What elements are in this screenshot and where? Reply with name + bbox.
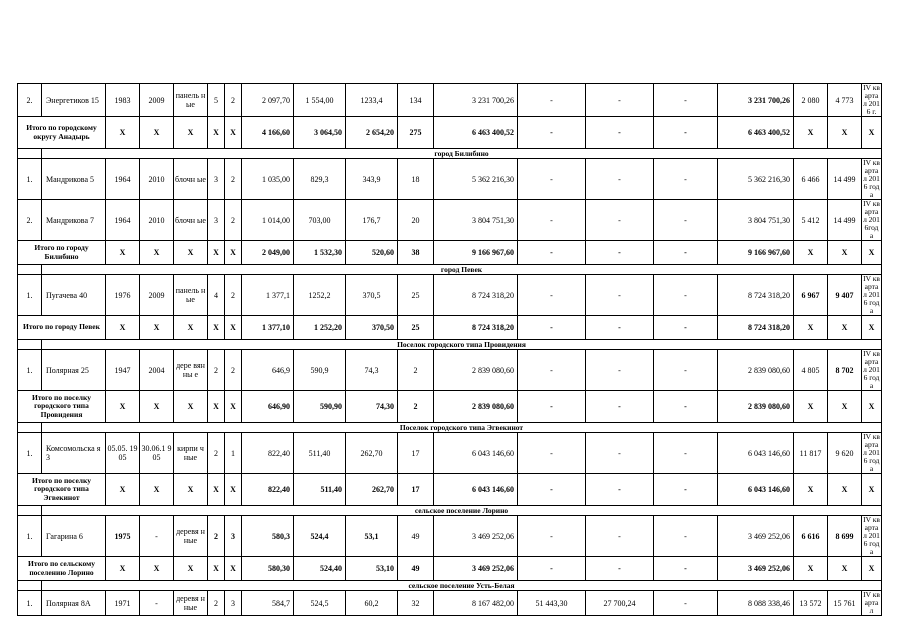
fund-3-cell: - bbox=[654, 557, 718, 581]
x-mark-cell: X bbox=[174, 557, 208, 581]
row-number-cell: 1. bbox=[18, 591, 42, 616]
address-cell: Полярная 8А bbox=[42, 591, 106, 616]
quarter-cell: X bbox=[862, 557, 882, 581]
x-mark-cell: X bbox=[208, 117, 225, 149]
section-header-row bbox=[18, 423, 882, 433]
fund-2-cell: - bbox=[586, 316, 654, 340]
house-row bbox=[18, 200, 882, 241]
year-built-cell: 1976 bbox=[106, 275, 140, 316]
fund-2-cell: - bbox=[586, 241, 654, 265]
floors-cell: 5 bbox=[208, 84, 225, 117]
total-area-cell: 1 035,00 bbox=[242, 159, 294, 200]
specific-cost-1-cell: 2 080 bbox=[794, 84, 828, 117]
specific-cost-1-cell: 4 805 bbox=[794, 350, 828, 391]
fund-1-cell: - bbox=[518, 391, 586, 423]
floors-cell: 2 bbox=[208, 350, 225, 391]
wall-material-cell: дере вянны е bbox=[174, 350, 208, 391]
specific-cost-2-cell: X bbox=[828, 117, 862, 149]
fund-3-cell: - bbox=[654, 117, 718, 149]
wall-material-cell: деревя нные bbox=[174, 591, 208, 616]
subtotal-row bbox=[18, 241, 882, 265]
row-number-cell: 1. bbox=[18, 275, 42, 316]
specific-cost-1-cell: X bbox=[794, 557, 828, 581]
quarter-cell: IV квартал 2016 года bbox=[863, 432, 880, 473]
area-a-cell: 590,9 bbox=[294, 350, 346, 391]
entrances-cell: 3 bbox=[225, 591, 242, 616]
specific-cost-2-cell: X bbox=[828, 474, 862, 506]
subtotal-row bbox=[18, 391, 882, 423]
fund-2-cell: - bbox=[586, 84, 654, 117]
fund-1-cell: - bbox=[518, 316, 586, 340]
wall-material-cell: кирпи чные bbox=[174, 433, 208, 474]
people-cell: 49 bbox=[398, 557, 434, 581]
section-title: город Билибино bbox=[42, 149, 882, 159]
fund-3-cell: - bbox=[654, 241, 718, 265]
total-area-cell: 822,40 bbox=[242, 433, 294, 474]
area-b-cell: 53,10 bbox=[346, 557, 398, 581]
cost-cell: 2 839 080,60 bbox=[434, 391, 518, 423]
area-a-cell: 511,40 bbox=[294, 433, 346, 474]
people-cell: 2 bbox=[398, 391, 434, 423]
fund-4-cell: 3 469 252,06 bbox=[718, 516, 794, 557]
specific-cost-1-cell: X bbox=[794, 391, 828, 423]
specific-cost-2-cell: X bbox=[828, 391, 862, 423]
area-a-cell: 511,40 bbox=[294, 474, 346, 506]
section-header-row bbox=[18, 149, 882, 159]
year-built-cell: 05.05. 1905 bbox=[106, 433, 140, 474]
total-area-cell: 1 377,1 bbox=[242, 275, 294, 316]
x-mark-cell: X bbox=[140, 391, 174, 423]
x-mark-cell: X bbox=[208, 391, 225, 423]
quarter-cell: IV квартал bbox=[863, 590, 880, 615]
fund-2-cell: 27 700,24 bbox=[586, 591, 654, 616]
specific-cost-2-cell: 8 699 bbox=[828, 516, 862, 557]
fund-4-cell: 3 469 252,06 bbox=[718, 557, 794, 581]
x-mark-cell: X bbox=[208, 241, 225, 265]
cost-cell: 2 839 080,60 bbox=[434, 350, 518, 391]
people-cell: 18 bbox=[398, 159, 434, 200]
people-cell: 20 bbox=[398, 200, 434, 241]
specific-cost-2-cell: X bbox=[828, 241, 862, 265]
wall-material-cell: панель ные bbox=[174, 84, 208, 117]
people-cell: 2 bbox=[398, 350, 434, 391]
fund-1-cell: - bbox=[518, 84, 586, 117]
fund-3-cell: - bbox=[654, 159, 718, 200]
floors-cell: 2 bbox=[208, 433, 225, 474]
x-mark-cell: X bbox=[174, 241, 208, 265]
entrances-cell: 2 bbox=[225, 275, 242, 316]
fund-2-cell: - bbox=[586, 474, 654, 506]
cost-cell: 8 724 318,20 bbox=[434, 316, 518, 340]
fund-1-cell: - bbox=[518, 516, 586, 557]
floors-cell: 3 bbox=[208, 159, 225, 200]
total-area-cell: 580,3 bbox=[242, 516, 294, 557]
subtotal-label: Итого по поселку городского типа Эгвекинот bbox=[18, 474, 106, 506]
section-header-row bbox=[18, 340, 882, 350]
total-area-cell: 822,40 bbox=[242, 474, 294, 506]
year-repair-cell: 2009 bbox=[140, 275, 174, 316]
x-mark-cell: X bbox=[174, 391, 208, 423]
area-b-cell: 74,30 bbox=[346, 391, 398, 423]
house-row bbox=[18, 275, 882, 316]
address-cell: Мандрикова 5 bbox=[42, 159, 106, 200]
total-area-cell: 1 377,10 bbox=[242, 316, 294, 340]
fund-1-cell: - bbox=[518, 241, 586, 265]
section-title: Поселок городского типа Эгвекинот bbox=[42, 423, 882, 433]
fund-2-cell: - bbox=[586, 557, 654, 581]
x-mark-cell: X bbox=[140, 316, 174, 340]
area-b-cell: 370,50 bbox=[346, 316, 398, 340]
area-a-cell: 1 532,30 bbox=[294, 241, 346, 265]
house-row bbox=[18, 516, 882, 557]
quarter-cell: IV квартал 2016 года bbox=[863, 274, 880, 315]
year-built-cell: 1947 bbox=[106, 350, 140, 391]
section-blank-cell bbox=[18, 581, 42, 591]
x-mark-cell: X bbox=[106, 316, 140, 340]
specific-cost-1-cell: 6 616 bbox=[794, 516, 828, 557]
x-mark-cell: X bbox=[225, 316, 242, 340]
subtotal-row bbox=[18, 557, 882, 581]
quarter-cell: X bbox=[862, 474, 882, 506]
x-mark-cell: X bbox=[106, 474, 140, 506]
total-area-cell: 580,30 bbox=[242, 557, 294, 581]
x-mark-cell: X bbox=[140, 241, 174, 265]
fund-2-cell: - bbox=[586, 433, 654, 474]
year-repair-cell: 2010 bbox=[140, 200, 174, 241]
house-row bbox=[18, 84, 882, 117]
area-a-cell: 3 064,50 bbox=[294, 117, 346, 149]
area-b-cell: 343,9 bbox=[346, 159, 398, 200]
area-a-cell: 1 252,20 bbox=[294, 316, 346, 340]
year-repair-cell: 2009 bbox=[140, 84, 174, 117]
area-a-cell: 1 554,00 bbox=[294, 84, 346, 117]
row-number-cell: 1. bbox=[18, 433, 42, 474]
section-title: Поселок городского типа Провидения bbox=[42, 340, 882, 350]
fund-1-cell: - bbox=[518, 350, 586, 391]
subtotal-label: Итого по поселку городского типа Провидения bbox=[18, 391, 106, 423]
section-title: город Певек bbox=[42, 265, 882, 275]
area-b-cell: 53,1 bbox=[346, 516, 398, 557]
specific-cost-1-cell: X bbox=[794, 474, 828, 506]
people-cell: 32 bbox=[398, 591, 434, 616]
fund-2-cell: - bbox=[586, 391, 654, 423]
specific-cost-2-cell: 9 620 bbox=[828, 433, 862, 474]
x-mark-cell: X bbox=[140, 117, 174, 149]
house-row bbox=[18, 433, 882, 474]
fund-3-cell: - bbox=[654, 84, 718, 117]
area-b-cell: 520,60 bbox=[346, 241, 398, 265]
quarter-cell: IV квартал 2016 года bbox=[863, 158, 880, 199]
x-mark-cell: X bbox=[106, 117, 140, 149]
fund-1-cell: - bbox=[518, 433, 586, 474]
quarter-cell: IV квартал 2016 года bbox=[863, 515, 880, 556]
floors-cell: 4 bbox=[208, 275, 225, 316]
year-repair-cell: - bbox=[140, 591, 174, 616]
x-mark-cell: X bbox=[140, 557, 174, 581]
x-mark-cell: X bbox=[174, 117, 208, 149]
cost-cell: 3 804 751,30 bbox=[434, 200, 518, 241]
fund-1-cell: - bbox=[518, 159, 586, 200]
fund-3-cell: - bbox=[654, 316, 718, 340]
row-number-cell: 2. bbox=[18, 200, 42, 241]
specific-cost-2-cell: X bbox=[828, 557, 862, 581]
row-number-cell: 1. bbox=[18, 516, 42, 557]
specific-cost-1-cell: X bbox=[794, 316, 828, 340]
housing-register-table bbox=[17, 83, 882, 616]
fund-3-cell: - bbox=[654, 591, 718, 616]
section-blank-cell bbox=[18, 506, 42, 516]
fund-2-cell: - bbox=[586, 516, 654, 557]
row-number-cell: 1. bbox=[18, 350, 42, 391]
specific-cost-1-cell: 13 572 bbox=[794, 591, 828, 616]
year-built-cell: 1971 bbox=[106, 591, 140, 616]
people-cell: 17 bbox=[398, 433, 434, 474]
year-repair-cell: - bbox=[140, 516, 174, 557]
entrances-cell: 1 bbox=[225, 433, 242, 474]
specific-cost-1-cell: 6 967 bbox=[794, 275, 828, 316]
quarter-cell: X bbox=[862, 316, 882, 340]
people-cell: 49 bbox=[398, 516, 434, 557]
fund-3-cell: - bbox=[654, 275, 718, 316]
fund-3-cell: - bbox=[654, 516, 718, 557]
x-mark-cell: X bbox=[140, 474, 174, 506]
fund-1-cell: - bbox=[518, 557, 586, 581]
section-header-row bbox=[18, 506, 882, 516]
section-title: сельское поселение Лорино bbox=[42, 506, 882, 516]
house-row bbox=[18, 159, 882, 200]
people-cell: 38 bbox=[398, 241, 434, 265]
total-area-cell: 646,9 bbox=[242, 350, 294, 391]
x-mark-cell: X bbox=[225, 474, 242, 506]
section-title: сельское поселение Усть-Белая bbox=[42, 581, 882, 591]
specific-cost-1-cell: X bbox=[794, 241, 828, 265]
area-b-cell: 176,7 bbox=[346, 200, 398, 241]
fund-4-cell: 3 804 751,30 bbox=[718, 200, 794, 241]
fund-3-cell: - bbox=[654, 474, 718, 506]
specific-cost-2-cell: X bbox=[828, 316, 862, 340]
fund-4-cell: 8 088 338,46 bbox=[718, 591, 794, 616]
specific-cost-2-cell: 4 773 bbox=[828, 84, 862, 117]
address-cell: Полярная 25 bbox=[42, 350, 106, 391]
cost-cell: 3 469 252,06 bbox=[434, 557, 518, 581]
wall-material-cell: блочн ые bbox=[174, 200, 208, 241]
x-mark-cell: X bbox=[225, 557, 242, 581]
cost-cell: 3 231 700,26 bbox=[434, 84, 518, 117]
fund-4-cell: 6 043 146,60 bbox=[718, 433, 794, 474]
year-repair-cell: 2010 bbox=[140, 159, 174, 200]
entrances-cell: 2 bbox=[225, 159, 242, 200]
specific-cost-2-cell: 14 499 bbox=[828, 200, 862, 241]
cost-cell: 6 043 146,60 bbox=[434, 474, 518, 506]
specific-cost-1-cell: 6 466 bbox=[794, 159, 828, 200]
fund-1-cell: - bbox=[518, 200, 586, 241]
people-cell: 134 bbox=[398, 84, 434, 117]
year-built-cell: 1964 bbox=[106, 200, 140, 241]
quarter-cell: X bbox=[862, 391, 882, 423]
specific-cost-2-cell: 8 702 bbox=[828, 350, 862, 391]
address-cell: Гагарина 6 bbox=[42, 516, 106, 557]
entrances-cell: 2 bbox=[225, 200, 242, 241]
x-mark-cell: X bbox=[106, 557, 140, 581]
fund-4-cell: 8 724 318,20 bbox=[718, 275, 794, 316]
area-a-cell: 1252,2 bbox=[294, 275, 346, 316]
people-cell: 17 bbox=[398, 474, 434, 506]
fund-4-cell: 6 463 400,52 bbox=[718, 117, 794, 149]
quarter-cell: X bbox=[862, 241, 882, 265]
cost-cell: 3 469 252,06 bbox=[434, 516, 518, 557]
year-built-cell: 1975 bbox=[106, 516, 140, 557]
section-header-row bbox=[18, 581, 882, 591]
wall-material-cell: деревя нные bbox=[174, 516, 208, 557]
cost-cell: 6 463 400,52 bbox=[434, 117, 518, 149]
fund-1-cell: 51 443,30 bbox=[518, 591, 586, 616]
section-blank-cell bbox=[18, 265, 42, 275]
fund-4-cell: 8 724 318,20 bbox=[718, 316, 794, 340]
total-area-cell: 4 166,60 bbox=[242, 117, 294, 149]
area-b-cell: 2 654,20 bbox=[346, 117, 398, 149]
fund-3-cell: - bbox=[654, 350, 718, 391]
fund-4-cell: 2 839 080,60 bbox=[718, 350, 794, 391]
area-a-cell: 703,00 bbox=[294, 200, 346, 241]
row-number-cell: 1. bbox=[18, 159, 42, 200]
area-b-cell: 1233,4 bbox=[346, 84, 398, 117]
subtotal-row bbox=[18, 474, 882, 506]
entrances-cell: 2 bbox=[225, 350, 242, 391]
house-row bbox=[18, 350, 882, 391]
x-mark-cell: X bbox=[174, 316, 208, 340]
x-mark-cell: X bbox=[174, 474, 208, 506]
cost-cell: 8 724 318,20 bbox=[434, 275, 518, 316]
section-blank-cell bbox=[18, 423, 42, 433]
quarter-cell: IV квартал 2016год а bbox=[863, 199, 880, 240]
fund-3-cell: - bbox=[654, 391, 718, 423]
area-b-cell: 370,5 bbox=[346, 275, 398, 316]
wall-material-cell: блочн ые bbox=[174, 159, 208, 200]
year-built-cell: 1983 bbox=[106, 84, 140, 117]
quarter-cell: IV квартал 2016 года bbox=[863, 349, 880, 390]
area-b-cell: 262,70 bbox=[346, 474, 398, 506]
fund-1-cell: - bbox=[518, 474, 586, 506]
fund-2-cell: - bbox=[586, 117, 654, 149]
address-cell: Мандрикова 7 bbox=[42, 200, 106, 241]
subtotal-label: Итого по сельскому поселению Лорино bbox=[18, 557, 106, 581]
fund-2-cell: - bbox=[586, 275, 654, 316]
fund-2-cell: - bbox=[586, 200, 654, 241]
year-repair-cell: 30.06.1 905 bbox=[140, 433, 174, 474]
floors-cell: 3 bbox=[208, 200, 225, 241]
area-a-cell: 524,40 bbox=[294, 557, 346, 581]
specific-cost-2-cell: 14 499 bbox=[828, 159, 862, 200]
people-cell: 275 bbox=[398, 117, 434, 149]
x-mark-cell: X bbox=[106, 391, 140, 423]
subtotal-label: Итого по городу Билибино bbox=[18, 241, 106, 265]
row-number-cell: 2. bbox=[18, 84, 42, 117]
cost-cell: 8 167 482,00 bbox=[434, 591, 518, 616]
area-b-cell: 74,3 bbox=[346, 350, 398, 391]
fund-2-cell: - bbox=[586, 159, 654, 200]
entrances-cell: 3 bbox=[225, 516, 242, 557]
total-area-cell: 646,90 bbox=[242, 391, 294, 423]
fund-4-cell: 3 231 700,26 bbox=[718, 84, 794, 117]
area-b-cell: 262,70 bbox=[346, 433, 398, 474]
specific-cost-1-cell: 11 817 bbox=[794, 433, 828, 474]
people-cell: 25 bbox=[398, 316, 434, 340]
subtotal-row bbox=[18, 316, 882, 340]
specific-cost-2-cell: 15 761 bbox=[828, 591, 862, 616]
specific-cost-1-cell: X bbox=[794, 117, 828, 149]
x-mark-cell: X bbox=[106, 241, 140, 265]
section-blank-cell bbox=[18, 340, 42, 350]
fund-4-cell: 5 362 216,30 bbox=[718, 159, 794, 200]
specific-cost-1-cell: 5 412 bbox=[794, 200, 828, 241]
people-cell: 25 bbox=[398, 275, 434, 316]
area-b-cell: 60,2 bbox=[346, 591, 398, 616]
subtotal-label: Итого по городу Певек bbox=[18, 316, 106, 340]
area-a-cell: 829,3 bbox=[294, 159, 346, 200]
total-area-cell: 2 097,70 bbox=[242, 84, 294, 117]
fund-3-cell: - bbox=[654, 200, 718, 241]
address-cell: Комсомольска я 3 bbox=[42, 433, 106, 474]
x-mark-cell: X bbox=[208, 316, 225, 340]
total-area-cell: 1 014,00 bbox=[242, 200, 294, 241]
x-mark-cell: X bbox=[225, 391, 242, 423]
floors-cell: 2 bbox=[208, 516, 225, 557]
fund-3-cell: - bbox=[654, 433, 718, 474]
floors-cell: 2 bbox=[208, 591, 225, 616]
year-built-cell: 1964 bbox=[106, 159, 140, 200]
subtotal-row bbox=[18, 117, 882, 149]
area-a-cell: 524,4 bbox=[294, 516, 346, 557]
entrances-cell: 2 bbox=[225, 84, 242, 117]
x-mark-cell: X bbox=[225, 241, 242, 265]
wall-material-cell: панель ные bbox=[174, 275, 208, 316]
address-cell: Энергетиков 15 bbox=[42, 84, 106, 117]
fund-4-cell: 9 166 967,60 bbox=[718, 241, 794, 265]
x-mark-cell: X bbox=[208, 474, 225, 506]
fund-2-cell: - bbox=[586, 350, 654, 391]
area-a-cell: 524,5 bbox=[294, 591, 346, 616]
x-mark-cell: X bbox=[225, 117, 242, 149]
year-repair-cell: 2004 bbox=[140, 350, 174, 391]
fund-4-cell: 6 043 146,60 bbox=[718, 474, 794, 506]
x-mark-cell: X bbox=[208, 557, 225, 581]
cost-cell: 9 166 967,60 bbox=[434, 241, 518, 265]
area-a-cell: 590,90 bbox=[294, 391, 346, 423]
section-header-row bbox=[18, 265, 882, 275]
specific-cost-2-cell: 9 407 bbox=[828, 275, 862, 316]
quarter-cell: X bbox=[862, 117, 882, 149]
cost-cell: 5 362 216,30 bbox=[434, 159, 518, 200]
fund-4-cell: 2 839 080,60 bbox=[718, 391, 794, 423]
house-row bbox=[18, 591, 882, 616]
total-area-cell: 2 049,00 bbox=[242, 241, 294, 265]
address-cell: Пугачева 40 bbox=[42, 275, 106, 316]
quarter-cell: IV квартал 2016 г. bbox=[863, 83, 880, 116]
total-area-cell: 584,7 bbox=[242, 591, 294, 616]
fund-1-cell: - bbox=[518, 275, 586, 316]
fund-1-cell: - bbox=[518, 117, 586, 149]
section-blank-cell bbox=[18, 149, 42, 159]
subtotal-label: Итого по городскому округу Анадырь bbox=[18, 117, 106, 149]
cost-cell: 6 043 146,60 bbox=[434, 433, 518, 474]
